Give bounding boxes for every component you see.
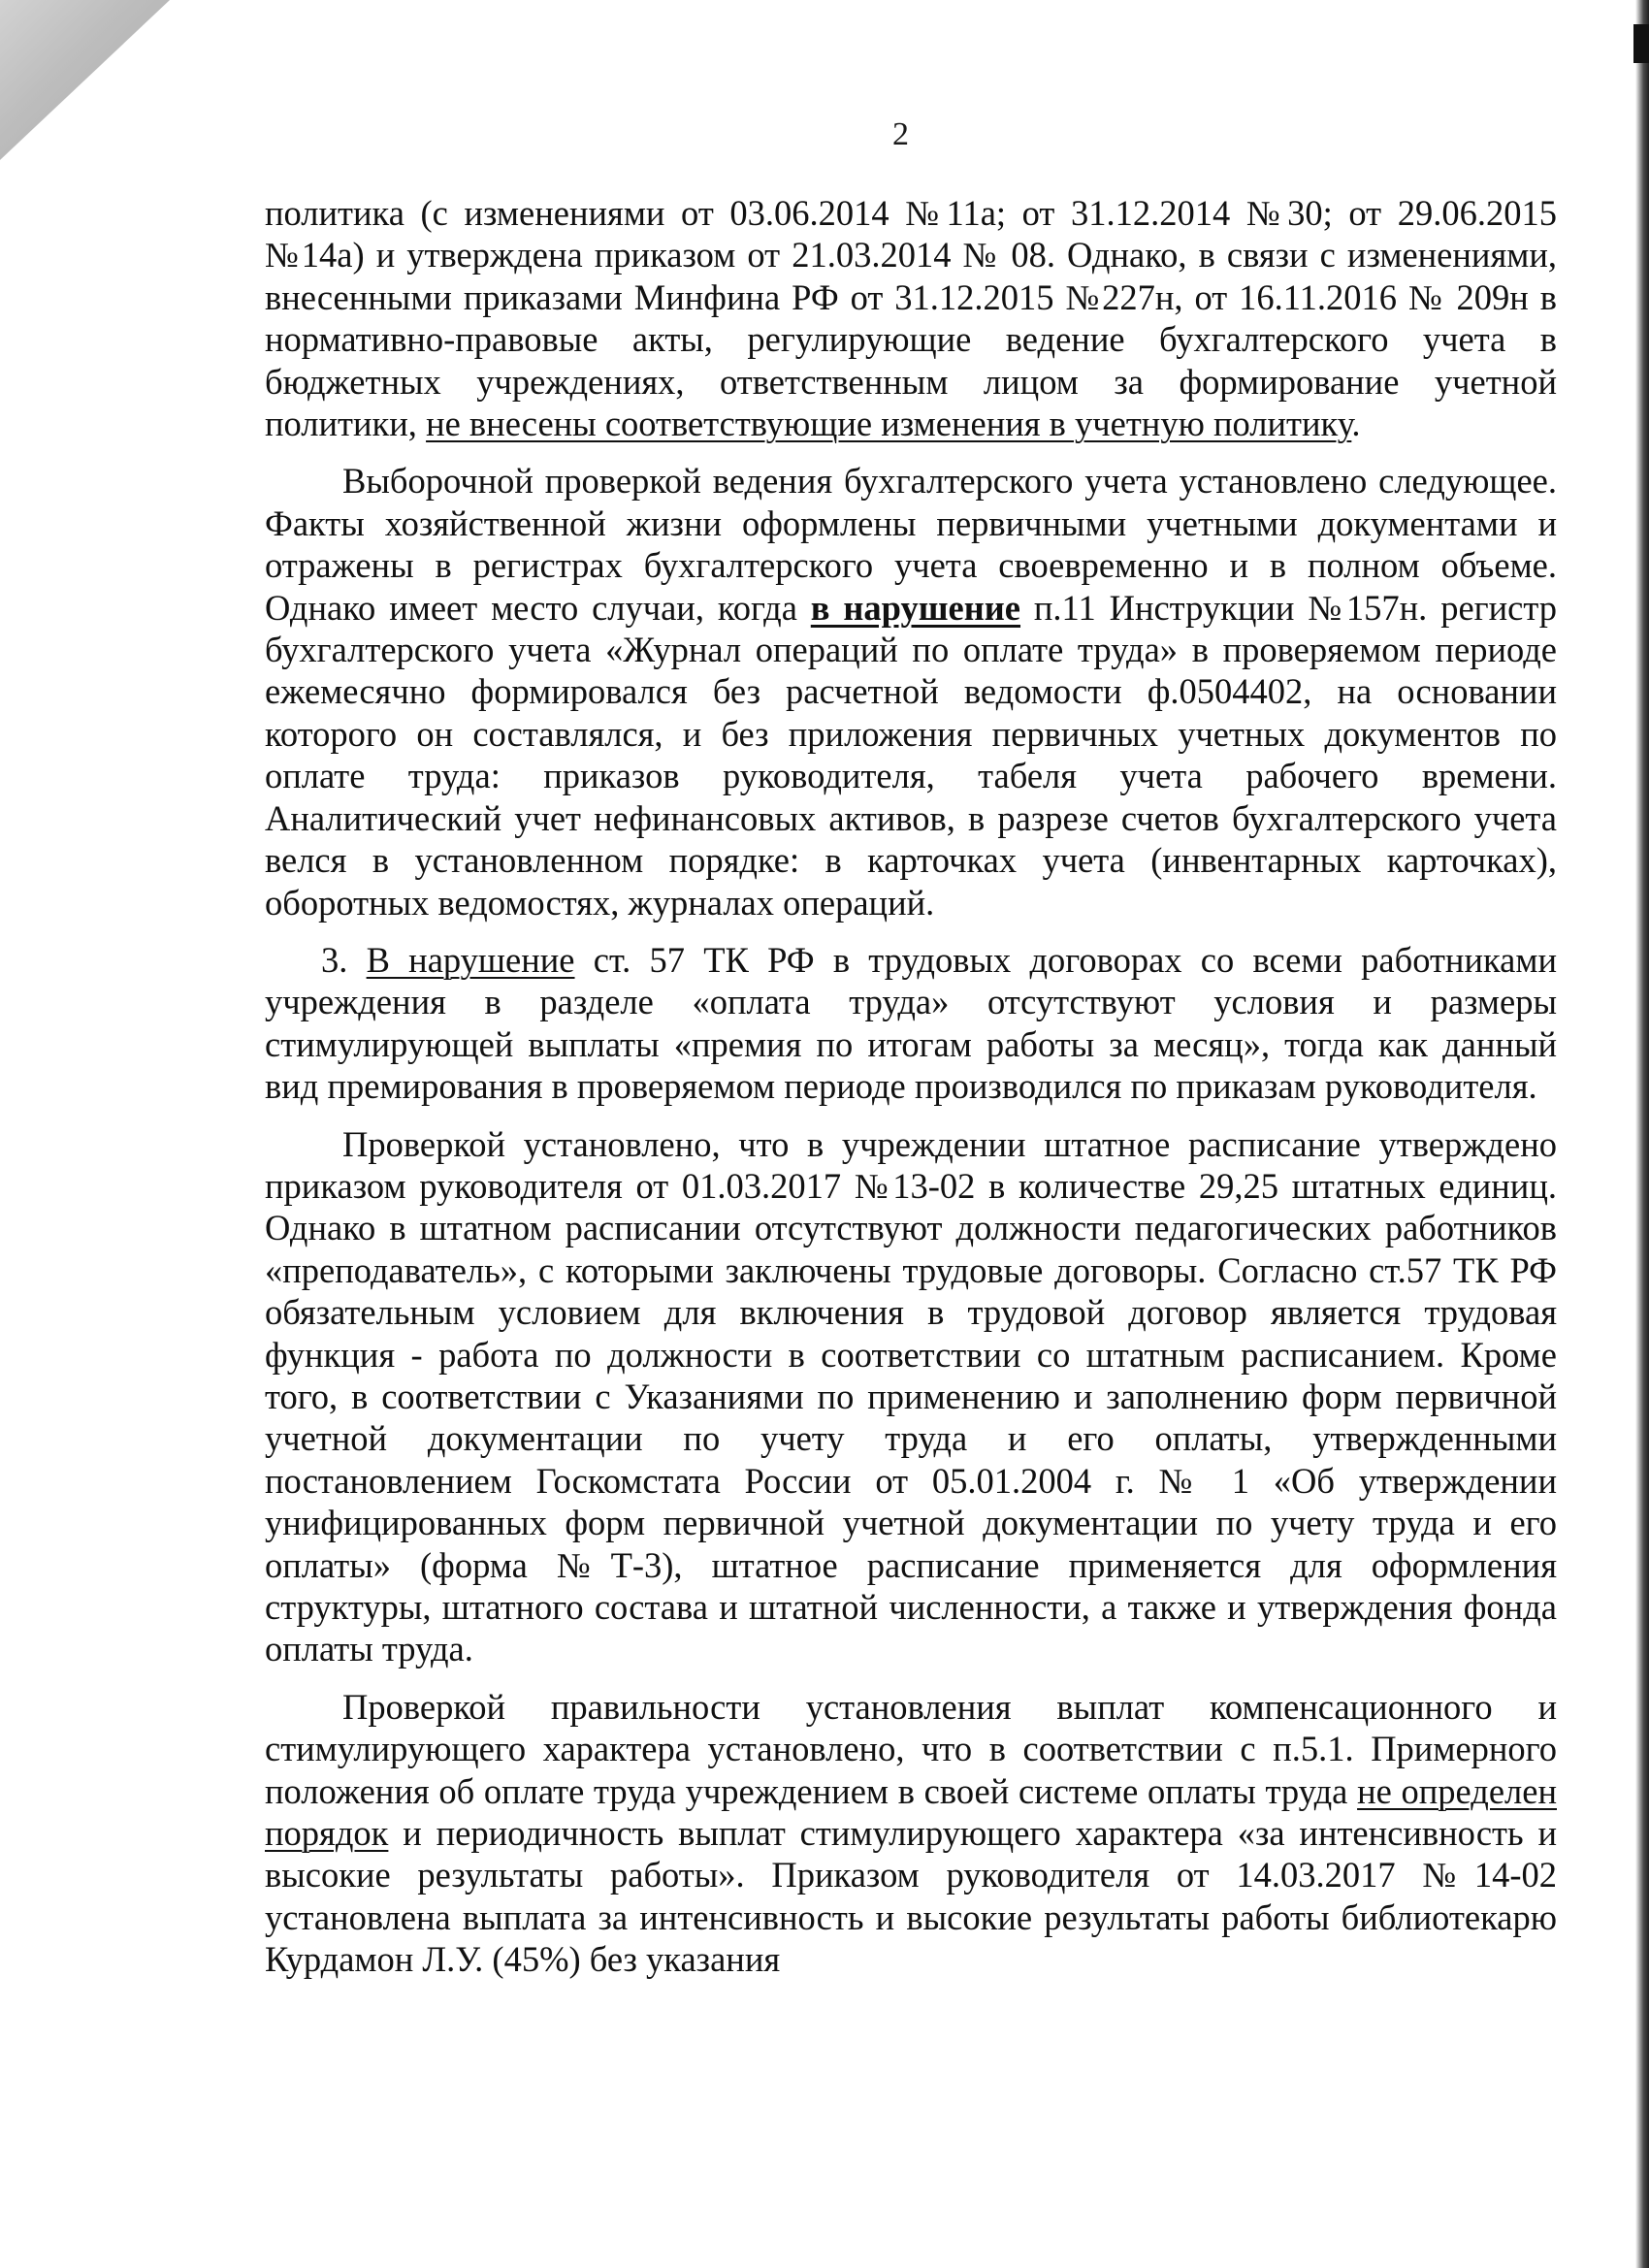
paragraph-5 xyxy=(265,1686,1557,1981)
page-number: 2 xyxy=(892,116,909,152)
paragraph-3-text: ст. 57 ТК РФ в трудовых договорах со всеми работниками учреждения в разделе «оплата труда» отсутствуют условия и размеры стимулирующей выплаты «премия по итогам работы за месяц», тогда как данный вид премирования в проверяемом периоде производился по приказам руководителя. xyxy=(265,939,1558,1107)
scan-fold-corner xyxy=(0,0,170,160)
paragraph-1-text-a: политика (с изменениями от 03.06.2014 №11а; от 31.12.2014 №30; от 29.06.2015 №14а) и утверждена приказом от 21.03.2014 № 08. Однако, в связи с изменениями, внесенными приказами Минфина РФ от 31.12.2015 №227н, от 16.11.2016 № 209н в нормативно-правовые акты, регулирующие ведение бухгалтерского учета в бюджетных учреждениях, ответственным лицом за формирование учетной политики, xyxy=(265,193,1557,444)
paragraph-1 xyxy=(265,192,1557,444)
scan-edge-shadow xyxy=(1635,0,1649,2268)
paragraph-3-violation-mark: В нарушение xyxy=(366,939,575,980)
paragraph-5-underlined: не определен порядок xyxy=(265,1770,1557,1854)
document-body xyxy=(265,192,1557,1981)
paragraph-2-text-b: п.11 Инструкции №157н. регистр бухгалтерского учета «Журнал операций по оплате труда» в проверяемом периоде ежемесячно формировался без расчетной ведомости ф.0504402, на основании которого он составлялся, и без приложения первичных учетных документов по оплате труда: приказов руководителя, табеля учета рабочего времени. Аналитический учет нефинансовых активов, в разрезе счетов бухгалтерского учета велся в установленном порядке: в карточках учета (инвентарных карточках), оборотных ведомостях, журналах операций. xyxy=(265,587,1557,923)
paragraph-3 xyxy=(265,939,1557,1108)
paragraph-2-text-a: Выборочной проверкой ведения бухгалтерского учета установлено следующее. Факты хозяйственной жизни оформлены первичными учетными документами и отражены в регистрах бухгалтерского учета своевременно и в полном объеме. Однако имеет место случаи, когда xyxy=(265,461,1557,628)
paragraph-1-underlined: не внесены соответствующие изменения в учетную политику xyxy=(426,404,1352,444)
paragraph-3-number: 3. xyxy=(321,939,367,980)
scan-edge-mark xyxy=(1633,24,1649,63)
paragraph-2 xyxy=(265,460,1557,923)
paragraph-4-text: Проверкой установлено, что в учреждении штатное расписание утверждено приказом руководителя от 01.03.2017 №13-02 в количестве 29,25 штатных единиц. Однако в штатном расписании отсутствуют должности педагогических работников «преподаватель», с которыми заключены трудовые договоры. Согласно ст.57 ТК РФ обязательным условием для включения в трудовой договор является трудовая функция - работа по должности в соответствии со штатным расписанием. Кроме того, в соответствии с Указаниями по применению и заполнению форм первичной учетной документации по учету труда и его оплаты, утвержденными постановлением Госкомстата России от 05.01.2004 г. № 1 «Об утверждении унифицированных форм первичной учетной документации по учету труда и его оплаты» (форма №Т-3), штатное расписание применяется для оформления структуры, штатного состава и штатной численности, а также и утверждения фонда оплаты труда. xyxy=(265,1123,1557,1669)
paragraph-2-violation-mark: в нарушение xyxy=(810,587,1021,628)
paragraph-5-text-a: Проверкой правильности установления выплат компенсационного и стимулирующего характера установлено, что в соответствии с п.5.1. Примерного положения об оплате труда учреждением в своей системе оплаты труда xyxy=(265,1686,1557,1811)
paragraph-4 xyxy=(265,1123,1557,1670)
paragraph-5-text-b: и периодичность выплат стимулирующего характера «за интенсивность и высокие результаты работы». Приказом руководителя от 14.03.2017 №14-02 установлена выплата за интенсивность и высокие результаты работы библиотекарю Курдамон Л.У. (45%) без указания xyxy=(265,1813,1557,1980)
paragraph-1-text-b: . xyxy=(1351,404,1361,444)
